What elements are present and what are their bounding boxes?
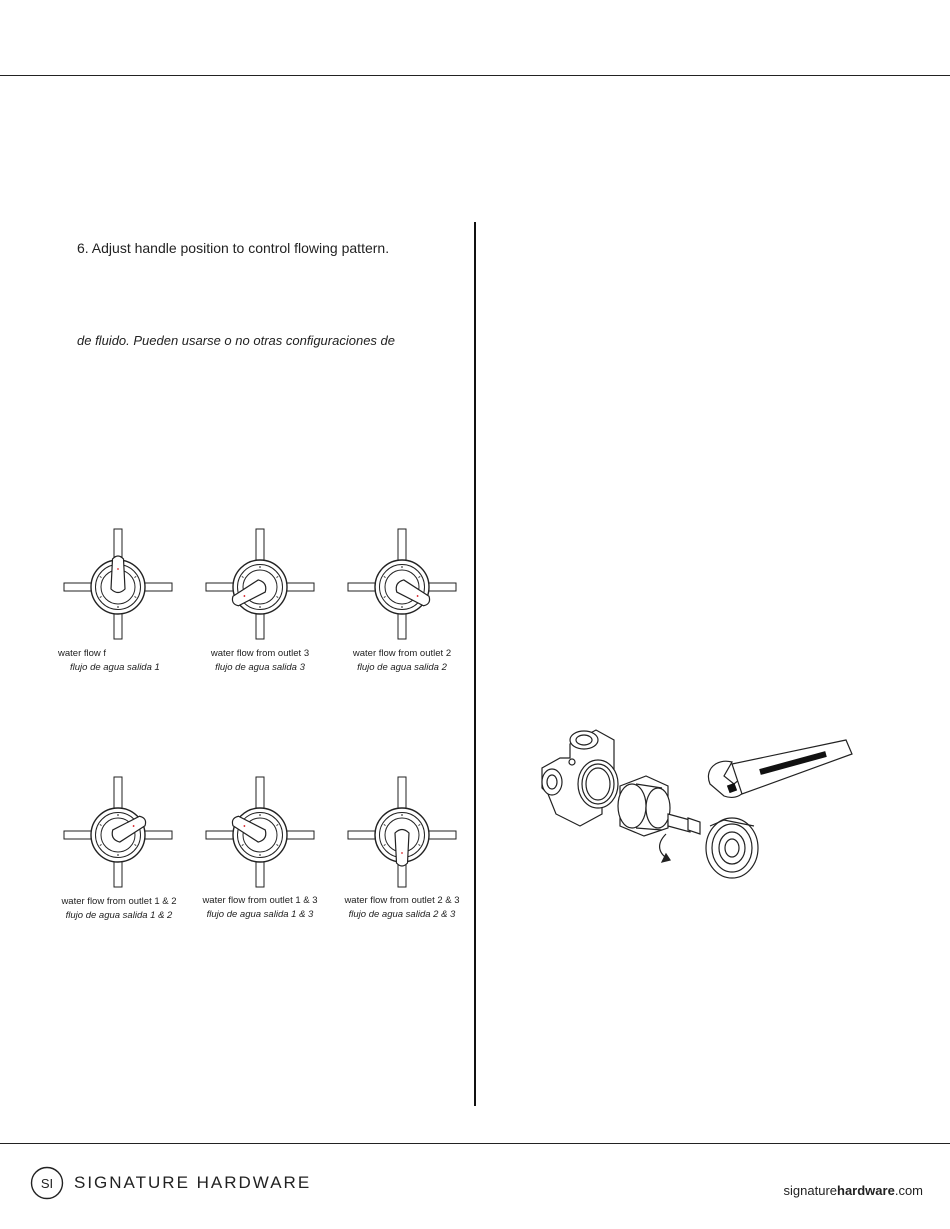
caption-es: flujo de agua salida 1 & 3 — [206, 909, 314, 920]
dial-group — [64, 529, 172, 639]
caption-en: water flow f — [58, 648, 107, 659]
diverter-diagram-1 — [58, 527, 178, 647]
signature-hardware-logo — [30, 1166, 311, 1200]
caption-es: flujo de agua salida 2 — [357, 662, 447, 673]
valve-body-icon — [542, 730, 618, 826]
caption-en: water flow from outlet 2 — [352, 648, 452, 659]
step-6-instruction: 6. Adjust handle position to control flowing pattern. — [77, 240, 390, 256]
diagram-caption-1 — [58, 647, 178, 675]
svg-text:SI: SI — [40, 1176, 54, 1191]
footer-rule — [0, 1143, 950, 1144]
cartridge-icon — [618, 776, 700, 862]
caption-es: flujo de agua salida 1 — [70, 662, 160, 673]
diagram-caption-5 — [188, 894, 332, 922]
brand-name: SIGNATURE HARDWARE — [74, 1173, 312, 1192]
caption-en: water flow from outlet 1 & 3 — [202, 895, 318, 906]
dial-group — [206, 777, 314, 887]
caption-en: water flow from outlet 2 & 3 — [344, 895, 460, 906]
diagram-caption-2 — [188, 647, 332, 675]
handle-lever — [395, 830, 409, 867]
diverter-diagram-5 — [200, 775, 320, 895]
diverter-diagram-3 — [342, 527, 462, 647]
handle-lever — [111, 556, 125, 593]
caption-en: water flow from outlet 3 — [210, 648, 310, 659]
diverter-diagram-2 — [200, 527, 320, 647]
caption-es: flujo de agua salida 1 & 2 — [65, 910, 173, 921]
indicator-dot — [117, 568, 119, 570]
dial-group — [348, 777, 456, 887]
dial-group — [206, 529, 314, 639]
column-divider — [474, 222, 476, 1106]
logo-mark-icon — [30, 1166, 64, 1200]
diagram-caption-3 — [330, 647, 474, 675]
diverter-diagram-4 — [58, 775, 178, 895]
diverter-diagram-6 — [342, 775, 462, 895]
diagram-caption-4 — [48, 895, 190, 923]
dial-group — [348, 529, 456, 639]
header-rule — [0, 75, 950, 76]
caption-es: flujo de agua salida 3 — [215, 662, 305, 673]
indicator-dot — [401, 852, 403, 854]
wrench-icon — [708, 740, 852, 797]
diagram-caption-6 — [330, 894, 474, 922]
cartridge-removal-illustration — [528, 722, 868, 892]
step-6-instruction-es: de fluido. Pueden usarse o no otras configuraciones de — [77, 333, 395, 348]
caption-es: flujo de agua salida 2 & 3 — [348, 909, 456, 920]
website-url: signaturehardware.com — [783, 1183, 923, 1198]
bonnet-nut-icon — [706, 818, 758, 878]
dial-group — [64, 777, 172, 887]
caption-en: water flow from outlet 1 & 2 — [61, 896, 177, 907]
